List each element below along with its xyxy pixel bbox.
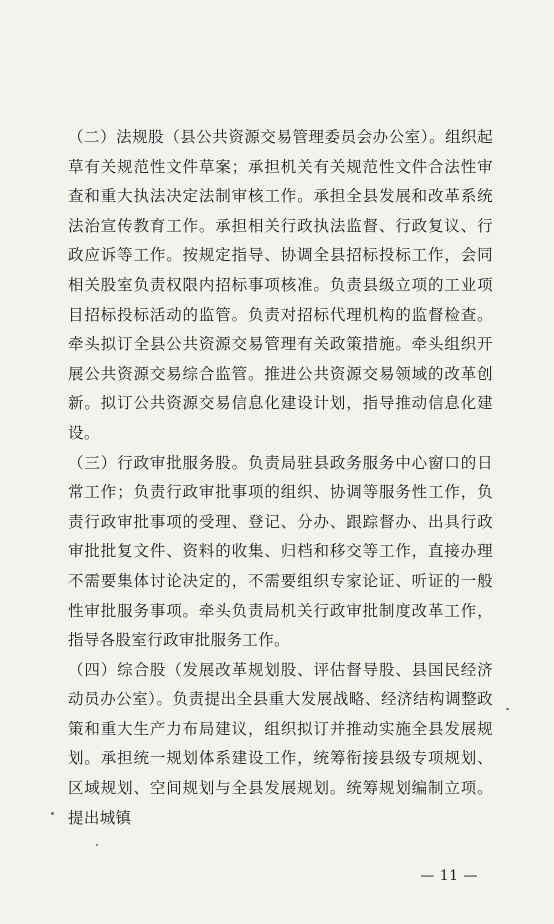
scan-speck [506, 708, 509, 710]
document-body [68, 123, 493, 833]
scan-speck [51, 812, 54, 815]
paragraph-regulations-section: （二）法规股（县公共资源交易管理委员会办公室）。组织起草有关规范性文件草案；承担机关有关规范性文件合法性审查和重大执法决定法制审核工作。承担全县发展和改革系统法治宣传教育工作。承担相关行政执法监督、行政复议、行政应诉等工作。按规定指导、协调全县招标投标工作，会同相关股室负责权限内招标事项核准。负责县级立项的工业项目招标投标活动的监管。负责对招标代理机构的监督检查。牵头拟订全县公共资源交易管理有关政策措施。牵头组织开展公共资源交易综合监管。推进公共资源交易领域的改革创新。拟订公共资源交易信息化建设计划，指导推动信息化建设。 [68, 128, 493, 442]
page-number: — 11 — [420, 868, 478, 884]
scan-speck [96, 844, 98, 846]
paragraph-administrative-approval-section: （三）行政审批服务股。负责局驻县政务服务中心窗口的日常工作；负责行政审批事项的组织、协调等服务性工作，负责行政审批事项的受理、登记、分办、跟踪督办、出具行政审批批复文件、资料的收集、归档和移交等工作，直接办理不需要集体讨论决定的，不需要组织专家论证、听证的一般性审批服务事项。牵头负责局机关行政审批制度改革工作，指导各股室行政审批服务工作。 [68, 453, 493, 650]
paragraph-comprehensive-section: （四）综合股（发展改革规划股、评估督导股、县国民经济动员办公室）。负责提出全县重大发展战略、经济结构调整政策和重大生产力布局建议，组织拟订并推动实施全县发展规划。承担统一规划体系建设工作，统筹衔接县级专项规划、区域规划、空间规划与全县发展规划。统筹规划编制立项。提出城镇 [68, 660, 493, 827]
